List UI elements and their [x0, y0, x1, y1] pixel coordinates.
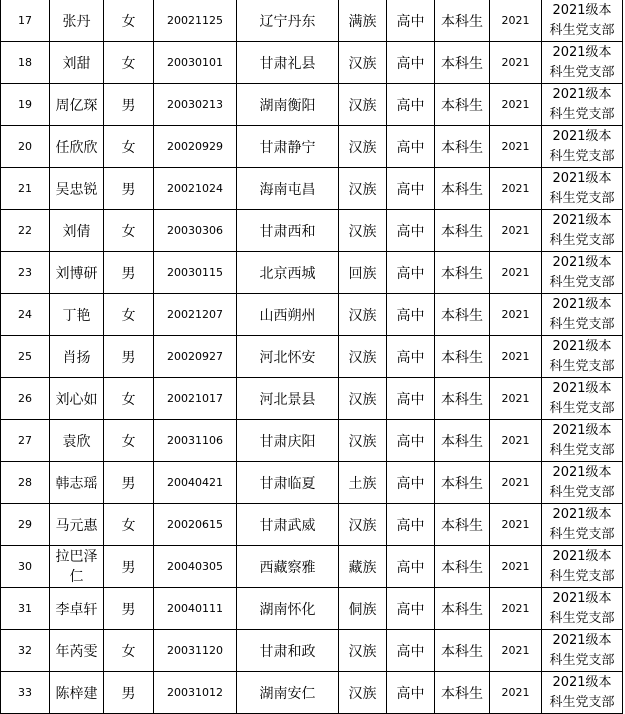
birth-date: 20030213 [154, 84, 237, 126]
gender-cell: 男 [104, 84, 154, 126]
table-row [1, 672, 623, 714]
table-row [1, 294, 623, 336]
table-row [1, 378, 623, 420]
party-branch-line1: 2021级本 [552, 380, 612, 396]
grade-year: 2021 [490, 462, 542, 504]
birth-date: 20031012 [154, 672, 237, 714]
native-place: 甘肃武威 [237, 504, 339, 546]
party-branch-line2: 科生党支部 [549, 442, 615, 458]
party-branch-line1: 2021级本 [552, 590, 612, 606]
party-branch-cell [542, 588, 623, 630]
party-branch-line2: 科生党支部 [549, 274, 615, 290]
education-cell: 高中 [387, 252, 435, 294]
party-branch-cell [542, 462, 623, 504]
party-branch-line2: 科生党支部 [549, 190, 615, 206]
grade-year: 2021 [490, 84, 542, 126]
education-cell: 高中 [387, 588, 435, 630]
student-name: 任欣欣 [50, 126, 104, 168]
party-branch-cell [542, 0, 623, 42]
grade-year: 2021 [490, 252, 542, 294]
party-branch-line1: 2021级本 [552, 506, 612, 522]
student-type-cell: 本科生 [435, 378, 490, 420]
table-row [1, 0, 623, 42]
party-branch-line1: 2021级本 [552, 632, 612, 648]
party-branch-line1: 2021级本 [552, 338, 612, 354]
student-name: 丁艳 [50, 294, 104, 336]
row-number: 24 [1, 294, 50, 336]
student-type-cell: 本科生 [435, 630, 490, 672]
party-branch-line2: 科生党支部 [549, 568, 615, 584]
gender-cell: 男 [104, 462, 154, 504]
table-row [1, 42, 623, 84]
party-branch-cell [542, 168, 623, 210]
ethnicity-cell: 汉族 [339, 294, 387, 336]
row-number: 22 [1, 210, 50, 252]
grade-year: 2021 [490, 126, 542, 168]
table-row [1, 546, 623, 588]
party-branch-line2: 科生党支部 [549, 232, 615, 248]
grade-year: 2021 [490, 378, 542, 420]
table-row [1, 630, 623, 672]
party-branch-line1: 2021级本 [552, 674, 612, 690]
education-cell: 高中 [387, 84, 435, 126]
party-branch-cell [542, 252, 623, 294]
row-number: 27 [1, 420, 50, 462]
gender-cell: 女 [104, 420, 154, 462]
grade-year: 2021 [490, 210, 542, 252]
native-place: 西藏察雅 [237, 546, 339, 588]
party-branch-cell [542, 210, 623, 252]
ethnicity-cell: 汉族 [339, 378, 387, 420]
gender-cell: 男 [104, 252, 154, 294]
birth-date: 20030306 [154, 210, 237, 252]
student-type-cell: 本科生 [435, 168, 490, 210]
grade-year: 2021 [490, 336, 542, 378]
student-type-cell: 本科生 [435, 462, 490, 504]
gender-cell: 女 [104, 630, 154, 672]
party-branch-line2: 科生党支部 [549, 694, 615, 710]
native-place: 山西朔州 [237, 294, 339, 336]
roster-body [1, 0, 623, 714]
student-type-cell: 本科生 [435, 294, 490, 336]
party-branch-cell [542, 630, 623, 672]
gender-cell: 男 [104, 336, 154, 378]
party-branch-line2: 科生党支部 [549, 22, 615, 38]
row-number: 23 [1, 252, 50, 294]
student-type-cell: 本科生 [435, 0, 490, 42]
grade-year: 2021 [490, 168, 542, 210]
table-row [1, 462, 623, 504]
row-number: 18 [1, 42, 50, 84]
grade-year: 2021 [490, 42, 542, 84]
ethnicity-cell: 汉族 [339, 210, 387, 252]
table-row [1, 252, 623, 294]
ethnicity-cell: 满族 [339, 0, 387, 42]
row-number: 32 [1, 630, 50, 672]
ethnicity-cell: 汉族 [339, 672, 387, 714]
grade-year: 2021 [490, 588, 542, 630]
student-type-cell: 本科生 [435, 420, 490, 462]
student-name: 吴忠锐 [50, 168, 104, 210]
party-branch-line2: 科生党支部 [549, 400, 615, 416]
birth-date: 20030115 [154, 252, 237, 294]
student-name: 周亿琛 [50, 84, 104, 126]
student-name: 李卓轩 [50, 588, 104, 630]
gender-cell: 女 [104, 42, 154, 84]
ethnicity-cell: 汉族 [339, 630, 387, 672]
party-branch-cell [542, 420, 623, 462]
student-name: 袁欣 [50, 420, 104, 462]
row-number: 21 [1, 168, 50, 210]
ethnicity-cell: 藏族 [339, 546, 387, 588]
party-branch-line1: 2021级本 [552, 464, 612, 480]
student-type-cell: 本科生 [435, 126, 490, 168]
ethnicity-cell: 汉族 [339, 420, 387, 462]
party-branch-line2: 科生党支部 [549, 148, 615, 164]
grade-year: 2021 [490, 630, 542, 672]
student-type-cell: 本科生 [435, 588, 490, 630]
ethnicity-cell: 土族 [339, 462, 387, 504]
birth-date: 20020615 [154, 504, 237, 546]
table-row [1, 504, 623, 546]
birth-date: 20021017 [154, 378, 237, 420]
ethnicity-cell: 汉族 [339, 42, 387, 84]
party-branch-line2: 科生党支部 [549, 484, 615, 500]
education-cell: 高中 [387, 0, 435, 42]
party-branch-line2: 科生党支部 [549, 316, 615, 332]
grade-year: 2021 [490, 0, 542, 42]
grade-year: 2021 [490, 546, 542, 588]
ethnicity-cell: 汉族 [339, 126, 387, 168]
education-cell: 高中 [387, 210, 435, 252]
table-row [1, 84, 623, 126]
row-number: 20 [1, 126, 50, 168]
party-branch-line1: 2021级本 [552, 548, 612, 564]
party-branch-line1: 2021级本 [552, 296, 612, 312]
native-place: 海南屯昌 [237, 168, 339, 210]
grade-year: 2021 [490, 294, 542, 336]
student-name: 刘甜 [50, 42, 104, 84]
student-name: 刘心如 [50, 378, 104, 420]
ethnicity-cell: 汉族 [339, 84, 387, 126]
birth-date: 20021125 [154, 0, 237, 42]
native-place: 甘肃和政 [237, 630, 339, 672]
student-name: 刘倩 [50, 210, 104, 252]
party-branch-line2: 科生党支部 [549, 106, 615, 122]
gender-cell: 女 [104, 378, 154, 420]
student-type-cell: 本科生 [435, 84, 490, 126]
student-type-cell: 本科生 [435, 210, 490, 252]
grade-year: 2021 [490, 672, 542, 714]
native-place: 北京西城 [237, 252, 339, 294]
student-type-cell: 本科生 [435, 504, 490, 546]
student-name: 肖扬 [50, 336, 104, 378]
birth-date: 20031106 [154, 420, 237, 462]
ethnicity-cell: 汉族 [339, 504, 387, 546]
birth-date: 20040421 [154, 462, 237, 504]
row-number: 28 [1, 462, 50, 504]
row-number: 29 [1, 504, 50, 546]
party-branch-line1: 2021级本 [552, 2, 612, 18]
party-branch-line2: 科生党支部 [549, 358, 615, 374]
native-place: 河北怀安 [237, 336, 339, 378]
student-type-cell: 本科生 [435, 546, 490, 588]
gender-cell: 女 [104, 294, 154, 336]
table-row [1, 336, 623, 378]
education-cell: 高中 [387, 672, 435, 714]
gender-cell: 男 [104, 168, 154, 210]
native-place: 甘肃礼县 [237, 42, 339, 84]
table-row [1, 168, 623, 210]
student-type-cell: 本科生 [435, 42, 490, 84]
education-cell: 高中 [387, 462, 435, 504]
native-place: 湖南怀化 [237, 588, 339, 630]
education-cell: 高中 [387, 630, 435, 672]
party-branch-line2: 科生党支部 [549, 610, 615, 626]
party-branch-line1: 2021级本 [552, 212, 612, 228]
student-name: 张丹 [50, 0, 104, 42]
native-place: 甘肃西和 [237, 210, 339, 252]
native-place: 河北景县 [237, 378, 339, 420]
native-place: 甘肃庆阳 [237, 420, 339, 462]
row-number: 19 [1, 84, 50, 126]
education-cell: 高中 [387, 42, 435, 84]
student-name: 年芮雯 [50, 630, 104, 672]
ethnicity-cell: 汉族 [339, 168, 387, 210]
education-cell: 高中 [387, 126, 435, 168]
party-branch-cell [542, 294, 623, 336]
education-cell: 高中 [387, 378, 435, 420]
student-type-cell: 本科生 [435, 336, 490, 378]
student-name: 马元惠 [50, 504, 104, 546]
native-place: 甘肃静宁 [237, 126, 339, 168]
party-branch-line1: 2021级本 [552, 254, 612, 270]
table-row [1, 588, 623, 630]
gender-cell: 男 [104, 588, 154, 630]
native-place: 辽宁丹东 [237, 0, 339, 42]
party-branch-cell [542, 84, 623, 126]
party-branch-line2: 科生党支部 [549, 526, 615, 542]
party-branch-cell [542, 336, 623, 378]
table-row [1, 420, 623, 462]
birth-date: 20040111 [154, 588, 237, 630]
party-branch-line1: 2021级本 [552, 170, 612, 186]
education-cell: 高中 [387, 504, 435, 546]
party-branch-cell [542, 126, 623, 168]
ethnicity-cell: 汉族 [339, 336, 387, 378]
party-branch-line2: 科生党支部 [549, 64, 615, 80]
education-cell: 高中 [387, 420, 435, 462]
party-branch-line1: 2021级本 [552, 128, 612, 144]
birth-date: 20021024 [154, 168, 237, 210]
gender-cell: 女 [104, 0, 154, 42]
ethnicity-cell: 回族 [339, 252, 387, 294]
party-branch-line1: 2021级本 [552, 44, 612, 60]
student-name: 拉巴泽仁 [50, 546, 104, 588]
row-number: 26 [1, 378, 50, 420]
table-row [1, 126, 623, 168]
education-cell: 高中 [387, 294, 435, 336]
birth-date: 20021207 [154, 294, 237, 336]
gender-cell: 女 [104, 210, 154, 252]
birth-date: 20020929 [154, 126, 237, 168]
student-name: 刘博研 [50, 252, 104, 294]
student-type-cell: 本科生 [435, 252, 490, 294]
party-branch-cell [542, 672, 623, 714]
birth-date: 20040305 [154, 546, 237, 588]
party-branch-cell [542, 378, 623, 420]
party-branch-cell [542, 504, 623, 546]
student-name: 陈梓建 [50, 672, 104, 714]
party-branch-cell [542, 546, 623, 588]
party-branch-cell [542, 42, 623, 84]
education-cell: 高中 [387, 168, 435, 210]
row-number: 30 [1, 546, 50, 588]
gender-cell: 男 [104, 546, 154, 588]
birth-date: 20031120 [154, 630, 237, 672]
grade-year: 2021 [490, 420, 542, 462]
ethnicity-cell: 侗族 [339, 588, 387, 630]
row-number: 31 [1, 588, 50, 630]
education-cell: 高中 [387, 546, 435, 588]
grade-year: 2021 [490, 504, 542, 546]
row-number: 25 [1, 336, 50, 378]
row-number: 17 [1, 0, 50, 42]
student-type-cell: 本科生 [435, 672, 490, 714]
student-name: 韩志瑶 [50, 462, 104, 504]
native-place: 湖南安仁 [237, 672, 339, 714]
row-number: 33 [1, 672, 50, 714]
native-place: 甘肃临夏 [237, 462, 339, 504]
birth-date: 20020927 [154, 336, 237, 378]
education-cell: 高中 [387, 336, 435, 378]
party-branch-line1: 2021级本 [552, 86, 612, 102]
birth-date: 20030101 [154, 42, 237, 84]
gender-cell: 女 [104, 504, 154, 546]
gender-cell: 女 [104, 126, 154, 168]
native-place: 湖南衡阳 [237, 84, 339, 126]
table-row [1, 210, 623, 252]
gender-cell: 男 [104, 672, 154, 714]
party-branch-line1: 2021级本 [552, 422, 612, 438]
party-branch-line2: 科生党支部 [549, 652, 615, 668]
